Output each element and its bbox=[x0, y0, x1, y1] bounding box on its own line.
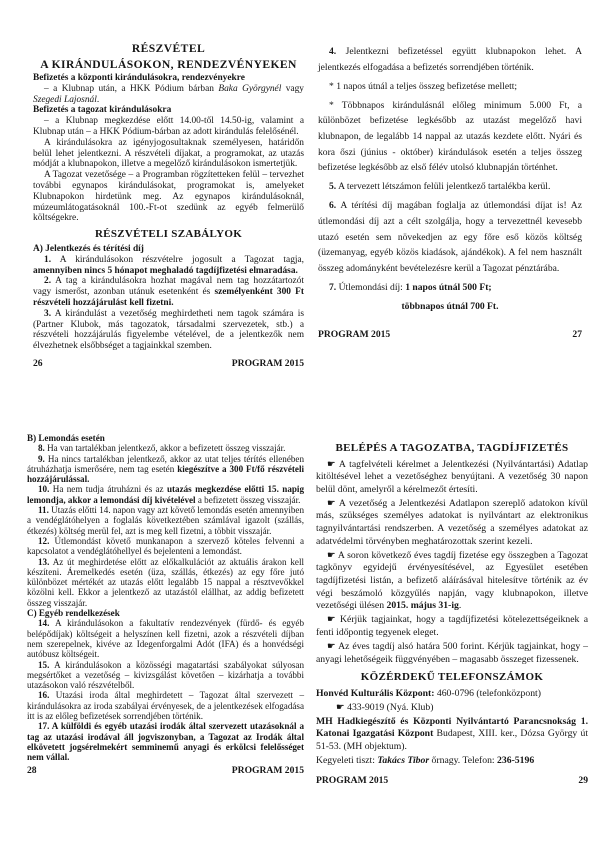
numbered-item: 13. Az út meghirdetése előtt az előkalkulációt az aktuális árakon kell készíteni. Áremelkedés esetén (üza, szállás, étkezés) az egy főre jutó különbözet mértékét az utazás előtt legalább 15 nappal a résztvevőkkel közölni kell. Ekkor a jelentkező az utazástól elállhat, az addig befizetett összeg visszajár. bbox=[27, 556, 304, 608]
paragraph: – a Klubnap megkezdése előtt 14.00-től 14.50-ig, valamint a Klubnap után – a HKK Pódium-bárban az adott kirándulás felelősénél. bbox=[33, 116, 304, 137]
hand-item: ☛ Kérjük tagjainkat, hogy a tagdíjfizetési kötelezettségeiknek a fenti időpontig tegyenek eleget. bbox=[316, 614, 588, 638]
contact-line: ☛ 433-9019 (Nyá. Klub) bbox=[336, 701, 434, 713]
numbered-item: 9. Ha nincs tartalékban jelentkező, akkor az utat teljes térítés ellenében átruházhatja ismerősére, nem tag esetén kiegészítve a 300 Ft/fő részvételi hozzájárulással. bbox=[27, 453, 305, 485]
page-footer bbox=[27, 766, 304, 776]
numbered-item: 5. A tervezett létszámon felüli jelentkező tartalékba kerül. bbox=[329, 181, 551, 193]
numbered-item: 4. Jelentkezni befizetéssel együtt klubnapokon lehet. A jelentkezés elfogadása a befizetés sorrendjében történik. bbox=[318, 46, 582, 73]
footer-program-label: PROGRAM 2015 bbox=[231, 764, 304, 776]
paragraph: A Tagozat vezetősége – a Programban rögzítetteken felül – tervezhet további egynapos kirándulásokat, programokat is, amelyeket Klubnapokon hirdetünk meg. Az egynapos kirándulásoknál, múzeumlátogatásoknál 100.-Ft-ot szedünk az egyéb felmerülő költségekre. bbox=[33, 170, 304, 224]
bullet-item: * 1 napos útnál a teljes összeg befizetése mellett; bbox=[329, 80, 518, 92]
numbered-item: 1. A kirándulásokon részvételre jogosult a Tagozat tagja, amennyiben nincs 5 hónapot meghaladó tagdíjfizetési elmaradása. bbox=[33, 254, 304, 276]
numbered-item: 17. A külföldi és egyéb utazási irodák által szervezett utazásoknál a tag az utazási irodával áll jogviszonyban, a Tagozat az Irodák által elkövetett jogsérelmekért semminemű anyagi és erkölcsi felelősséget nem vállal. bbox=[27, 721, 304, 763]
subheading: Befizetés a tagozat kirándulásokra bbox=[33, 105, 172, 116]
paragraph: – a Klubnap után, a HKK Pódium bárban Baka Györgynél vagy Szegedi Lajosnál. bbox=[33, 83, 304, 105]
page-26 bbox=[33, 42, 304, 370]
section-heading: BELÉPÉS A TAGOZATBA, TAGDÍJFIZETÉS bbox=[335, 442, 569, 454]
numbered-item: 11. Utazás előtti 14. napon vagy azt követő lemondás esetén amennyiben a vendéglátóhelyen a foglalás következtében számlával igazolt (szállás, étkezés) költség merül fel, azt is meg kell fizetni, a többit visszajár. bbox=[27, 505, 304, 536]
contact-line: MH Hadkiegészítő és Központi Nyilvántartó Parancsnokság 1. Katonai Igazgatási Központ Budapest, XIII. ker., Dózsa György út 51-53. (MH objektum). bbox=[316, 715, 589, 753]
page-number: 26 bbox=[33, 357, 43, 369]
page-footer bbox=[316, 775, 588, 788]
numbered-item: 16. Utazási iroda által meghirdetett – Tagozat által szervezett – kirándulásokra az iroda szabályai érvényesek, de a jelentkezések elfogadása itt is az előleg befizetések sorrendjében történik. bbox=[27, 690, 304, 722]
page-footer bbox=[33, 359, 304, 370]
numbered-item: 15. A kirándulásokon a közösségi magatartási szabályokat súlyosan megsértőket a vezetőség – kivizsgálást követően – kizárhatja a további utazásokon való részvételből. bbox=[27, 659, 304, 691]
footer-program-label: PROGRAM 2015 bbox=[318, 328, 391, 340]
centered-line: többnapos útnál 700 Ft. bbox=[401, 300, 499, 312]
numbered-item: 8. Ha van tartalékban jelentkező, akkor a befizetett összeg visszajár. bbox=[38, 443, 286, 454]
subheading: C) Egyéb rendelkezések bbox=[27, 608, 120, 619]
page-footer bbox=[318, 327, 582, 343]
paragraph: A kirándulásokra az igényjogosultaknak személyesen, határidőn belül lehet jelentkezni. A részvételi díjakat, a programokat, az utazás módját a klubnapokon, illetve a megelőző kirándulásokon ismertetjük. bbox=[33, 137, 304, 170]
page-28 bbox=[27, 433, 304, 776]
numbered-item: 3. A kirándulást a vezetőség meghirdetheti nem tagok számára is (Partner Klubok, más tagozatok, társadalmi szervezetek, stb.) a részvételi hozzájárulás figyelembe vételével, de a jelentkezők nem élvezhetnek elsőbbséget a tagjainkkal szemben. bbox=[33, 308, 304, 352]
hand-item: ☛ Az éves tagdíj alsó határa 500 forint. Kérjük tagjainkat, hogy – anyagi lehetőségeik függvényében – magasabb összeget fizessenek. bbox=[316, 640, 588, 665]
page-number: 27 bbox=[572, 328, 582, 340]
bullet-item: * Többnapos kirándulásnál előleg minimum 5.000 Ft, a különbözet befizetése legkésőbb az utazást megelőző havi klubnapon, de legalább 14 nappal az utazás kezdete előtt. Nyári és kora őszi (június - október) kirándulások esetén a teljes összeg befizetése legkésőbb az első félév utolsó klubnapján történhet. bbox=[318, 99, 582, 174]
numbered-item: 12. Útlemondást követő munkanapon a szervező köteles felvenni a kapcsolatot a vendéglátóhellyel és bejelenteni a lemondást. bbox=[27, 535, 304, 557]
page-27 bbox=[318, 44, 582, 342]
hand-item: ☛ A soron következő éves tagdíj fizetése egy összegben a Tagozat tagkönyv egyidejű érvényesítésével, az Egyesület esetében tagdíjfizetési listán, a befizető aláírásával hitelesítve történik az év végi beszámoló közgyűlés napján, vagy klubnapokon, illetve vezetőségi ülésen 2015. május 31-ig. bbox=[316, 549, 588, 612]
page-29 bbox=[316, 437, 588, 787]
hand-item: ☛ A tagfelvételi kérelmet a Jelentkezési (Nyilvántartási) Adatlap kitöltésével lehet a vezetőséghez benyújtani. A vezetőség 30 napon belül dönt, amelyről a kérelmezőt értesíti. bbox=[316, 458, 588, 495]
page-number: 29 bbox=[578, 774, 588, 786]
section-heading: RÉSZVÉTELI SZABÁLYOK bbox=[94, 228, 243, 241]
numbered-item: 6. A térítési díj magában foglalja az útlemondási díjat is! Az útlemondási díj azt a célt szolgálja, hogy a tervezettnél kevesebb utazó esetén sem növekedjen az egy főre eső közös költség (üzemanyag, egyéb közös kiadások, ajándékok). A fel nem használt összeg adományként bevételezésre kerül a Tagozat pénztárába. bbox=[318, 200, 582, 274]
numbered-item: 10. Ha nem tudja átruházni és az utazás megkezdése előtti 15. napig lemondja, akkor a lemondási díj kivételével a befizetett összeg visszajár. bbox=[27, 484, 304, 505]
contact-line: Kegyeleti tiszt: Takács Tibor őrnagy. Telefon: 236-5196 bbox=[316, 755, 535, 767]
subheading: A) Jelentkezés és térítési díj bbox=[33, 243, 144, 254]
subheading: B) Lemondás esetén bbox=[27, 433, 105, 443]
numbered-item: 7. Útlemondási díj: 1 napos útnál 500 Ft; bbox=[329, 281, 492, 293]
section-heading: KÖZÉRDEKŰ TELEFONSZÁMOK bbox=[360, 671, 544, 684]
hand-item: ☛ A vezetőség a Jelentkezési Adatlapon szereplő adatokon kívül más, szükséges személyes adatokat is nyilvántart az elektronikus tagnyilvántartási rendszerben. A vezetőség a személyes adatokat az adatvédelmi törvényben meghatározottak szerint kezeli. bbox=[316, 497, 588, 547]
contact-line: Honvéd Kulturális Központ: 460-0796 (telefonközpont) bbox=[316, 687, 541, 699]
footer-program-label: PROGRAM 2015 bbox=[316, 774, 389, 786]
footer-program-label: PROGRAM 2015 bbox=[231, 357, 304, 369]
page-number: 28 bbox=[27, 764, 37, 776]
numbered-item: 2. A tag a kirándulásokra hozhat magával nem tag hozzátartozót vagy ismerőst, azonban utánuk esetenként és személyenként 300 Ft részvételi hozzájárulást kell fizetni. bbox=[33, 276, 304, 308]
page-title-line1: RÉSZVÉTEL bbox=[131, 42, 206, 55]
subheading: Befizetés a központi kirándulásokra, rendezvényekre bbox=[33, 73, 245, 83]
numbered-item: 14. A kirándulásokon a fakultatív rendezvények (fürdő- és egyéb belépődíjak) költségeit a helyszínen kell fizetni, azok a részvételi díjban nem szerepelnek, kivéve az Idegenforgalmi Adót (IFA) és a honvédségi autóbusz költségeit. bbox=[27, 618, 304, 660]
page-title-line2: A KIRÁNDULÁSOKON, RENDEZVÉNYEKEN bbox=[40, 57, 297, 71]
